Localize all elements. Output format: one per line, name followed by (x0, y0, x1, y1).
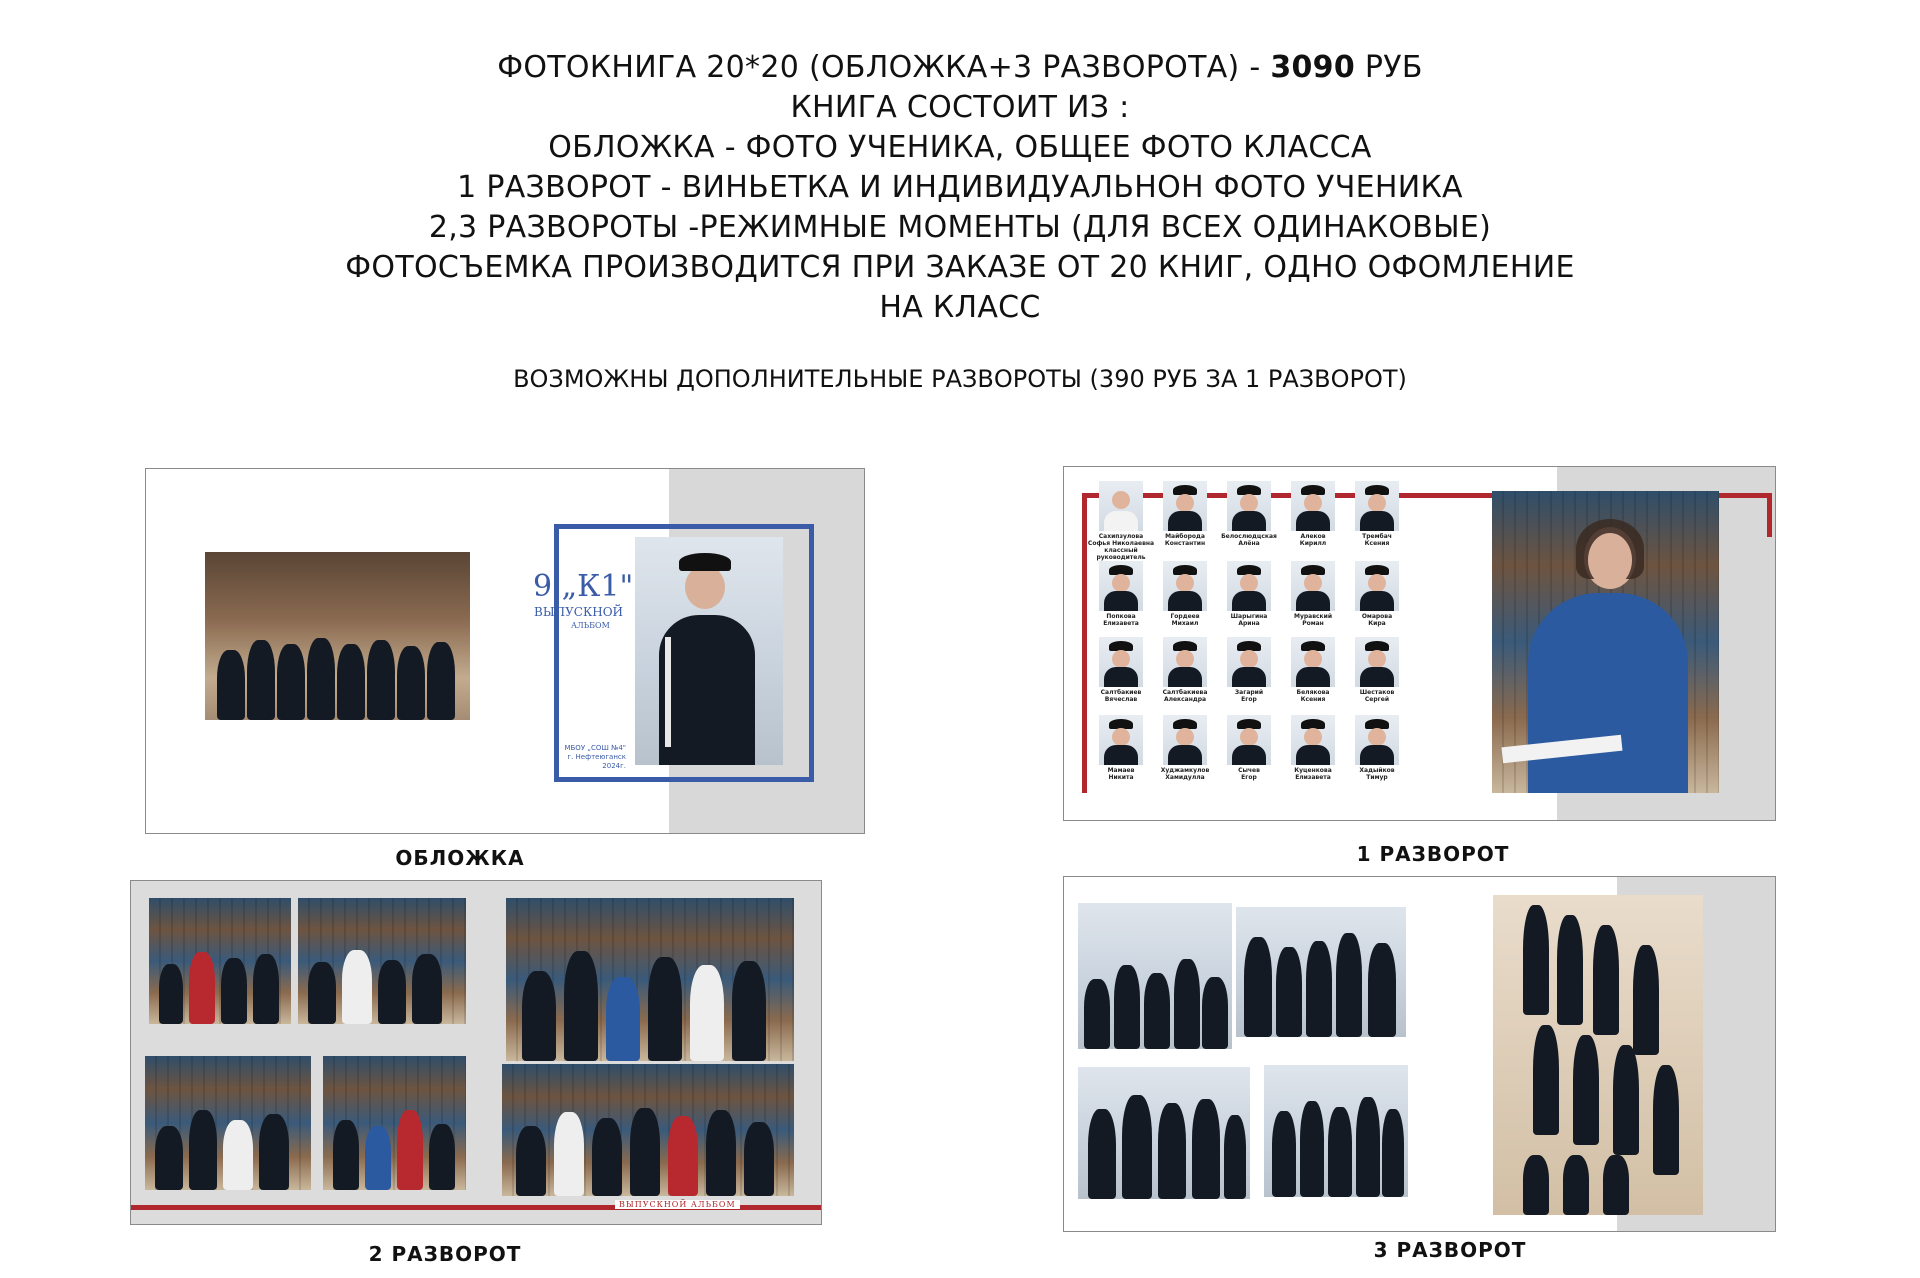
student-portrait (1163, 561, 1207, 611)
spread-1 (1063, 466, 1776, 821)
caption-spread-1: 1 РАЗВОРОТ (1356, 842, 1510, 866)
student-portrait (1291, 637, 1335, 687)
spread3-photo-1 (1078, 903, 1232, 1049)
student-portrait (1355, 481, 1399, 531)
student-name: Майборода Константин (1164, 533, 1206, 547)
spread-2 (130, 880, 822, 1225)
student-portrait (1163, 637, 1207, 687)
spread-3 (1063, 876, 1776, 1232)
student-name: Гордеев Михаил (1170, 613, 1200, 627)
cover-school-info: МБОУ „СОШ №4" г. Нефтеюганск 2024г. (564, 744, 626, 770)
teacher-name: Сахипзулова Софья Николаевна классный руководитель (1087, 533, 1155, 561)
student-portrait (1291, 561, 1335, 611)
cover-class-title: 9 „К1" (533, 569, 634, 604)
header-line-5: 2,3 РАЗВОРОТЫ -РЕЖИМНЫЕ МОМЕНТЫ (ДЛЯ ВСЕХ ОДИНАКОВЫЕ) (428, 210, 1492, 245)
student-name: Сычев Егор (1238, 767, 1260, 781)
price-value: 3090 (1270, 50, 1356, 85)
student-name: Салтбакиева Александра (1162, 689, 1208, 703)
header-line-7: НА КЛАСС (879, 290, 1041, 325)
student-name: Загарий Егор (1234, 689, 1264, 703)
student-individual-photo (1492, 491, 1719, 793)
student-name: Белякова Ксения (1296, 689, 1330, 703)
spread3-photo-2 (1236, 907, 1406, 1037)
header-line-1: ФОТОКНИГА 20*20 (ОБЛОЖКА+3 РАЗВОРОТА) - 3090 РУБ (497, 50, 1423, 85)
caption-cover: ОБЛОЖКА (395, 846, 525, 870)
student-name: Муравский Роман (1293, 613, 1333, 627)
spread3-photo-3 (1078, 1067, 1250, 1199)
caption-spread-2: 2 РАЗВОРОТ (368, 1242, 522, 1266)
student-cover-portrait (635, 537, 783, 765)
header-line-2: КНИГА СОСТОИТ ИЗ : (790, 90, 1130, 125)
student-name: Белослюдцская Алёна (1221, 533, 1277, 547)
spread3-photo-5 (1493, 895, 1703, 1215)
header-line-3: ОБЛОЖКА - ФОТО УЧЕНИКА, ОБЩЕЕ ФОТО КЛАССА (548, 130, 1372, 165)
student-name: Алеков Кирилл (1299, 533, 1327, 547)
student-name: Мамаев Никита (1107, 767, 1135, 781)
spread2-photo-6 (502, 1064, 794, 1196)
student-portrait (1099, 637, 1143, 687)
caption-spread-3: 3 РАЗВОРОТ (1373, 1238, 1527, 1262)
student-portrait (1227, 715, 1271, 765)
spread2-footer-label: ВЫПУСКНОЙ АЛЬБОМ (615, 1200, 740, 1209)
teacher-portrait (1099, 481, 1143, 531)
student-portrait (1355, 561, 1399, 611)
spread2-photo-5 (323, 1056, 466, 1190)
student-name: Шарыгина Арина (1230, 613, 1268, 627)
student-name: Попкова Елизавета (1103, 613, 1139, 627)
spread1-red-frame-right (1767, 493, 1772, 537)
extra-spreads-note: ВОЗМОЖНЫ ДОПОЛНИТЕЛЬНЫЕ РАЗВОРОТЫ (390 РУБ ЗА 1 РАЗВОРОТ) (513, 365, 1407, 393)
spread2-photo-2 (298, 898, 466, 1024)
student-portrait (1227, 481, 1271, 531)
student-portrait (1227, 637, 1271, 687)
cover-album-line-2: АЛЬБОМ (571, 621, 610, 630)
spread2-photo-3 (506, 898, 794, 1061)
student-name: Омарова Кира (1361, 613, 1393, 627)
spread3-photo-4 (1264, 1065, 1408, 1197)
cover-album-line-1: ВЫПУСКНОЙ (534, 605, 623, 619)
student-portrait (1099, 561, 1143, 611)
student-portrait (1227, 561, 1271, 611)
class-group-photo (205, 552, 470, 720)
student-portrait (1099, 715, 1143, 765)
student-portrait (1163, 715, 1207, 765)
student-name: Худжамкулов Хамидулла (1160, 767, 1210, 781)
student-portrait (1355, 715, 1399, 765)
student-name: Шестаков Сергей (1359, 689, 1395, 703)
student-portrait (1163, 481, 1207, 531)
header-line-4: 1 РАЗВОРОТ - ВИНЬЕТКА И ИНДИВИДУАЛЬНОН ФОТО УЧЕНИКА (457, 170, 1463, 205)
student-portrait (1291, 481, 1335, 531)
student-name: Куценкова Елизавета (1294, 767, 1332, 781)
student-portrait (1291, 715, 1335, 765)
student-portrait (1355, 637, 1399, 687)
student-name: Хадыйков Тимур (1359, 767, 1395, 781)
spread2-photo-4 (145, 1056, 311, 1190)
cover-spread (145, 468, 865, 834)
header-line-6: ФОТОСЪЕМКА ПРОИЗВОДИТСЯ ПРИ ЗАКАЗЕ ОТ 20 КНИГ, ОДНО ОФОМЛЕНИЕ (345, 250, 1575, 285)
spread2-photo-1 (149, 898, 291, 1024)
student-name: Трембач Ксения (1362, 533, 1392, 547)
student-name: Салтбакиев Вячеслав (1100, 689, 1142, 703)
header-text (0, 48, 1920, 328)
